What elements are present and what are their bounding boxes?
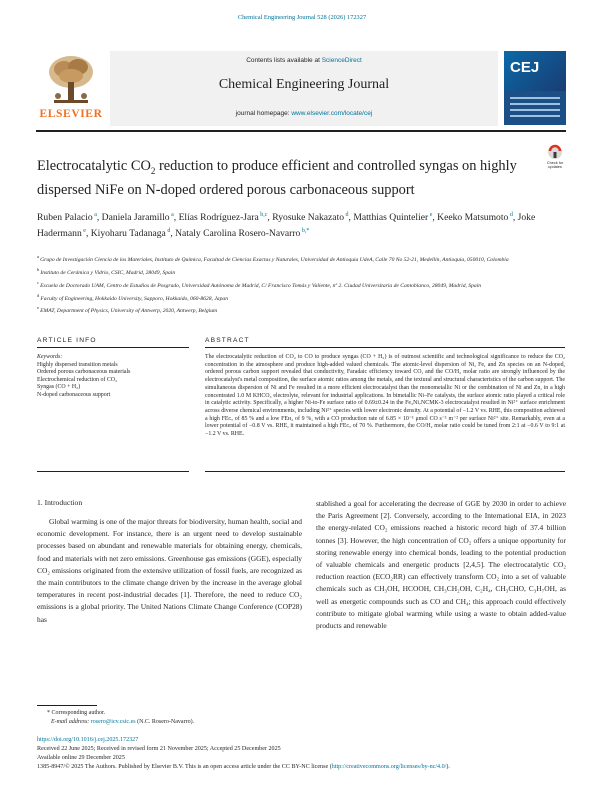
affiliations <box>37 253 547 317</box>
email-line <box>37 718 337 727</box>
running-header: Chemical Engineering Journal 528 (2026) 172327 <box>237 14 367 21</box>
cover-lines <box>510 97 560 121</box>
author-name[interactable]: Kiyoharu Tadanaga <box>90 227 166 239</box>
email-suffix: (N.C. Rosero-Navarro). <box>135 718 195 725</box>
publisher-name: ELSEVIER <box>39 108 103 120</box>
author-name[interactable]: Keeko Matsumoto <box>437 212 509 224</box>
abstract-heading: ABSTRACT <box>205 337 250 344</box>
header-rule <box>36 130 566 132</box>
author-name[interactable]: Matthias Quintelier <box>353 212 429 224</box>
author-affiliation-marker: d <box>508 212 513 218</box>
author-affiliation-marker: a <box>92 212 97 218</box>
keywords-block <box>37 354 189 400</box>
divider <box>205 347 565 348</box>
contents-prefix: Contents lists available at <box>246 57 322 64</box>
sciencedirect-link[interactable]: ScienceDirect <box>321 57 362 64</box>
affiliation-item: $^d$ Faculty of Engineering, Hokkaido University, Sapporo, Hokkaido, 060-8628, Japan <box>37 292 228 302</box>
doi-link[interactable]: https://doi.org/10.1016/j.cej.2025.172327 <box>37 737 139 743</box>
author-name[interactable]: Nataly Carolina Rosero-Navarro <box>175 227 301 239</box>
article-history <box>37 736 567 772</box>
license-line <box>37 763 567 772</box>
author-affiliation-marker: d <box>165 227 171 234</box>
author-affiliation-marker: b,* <box>300 227 310 234</box>
keyword-item: N-doped carbonaceous support <box>37 391 111 398</box>
cover-abbrev: CEJ <box>510 59 540 76</box>
author-name[interactable]: Elías Rodríguez-Jara <box>178 212 259 224</box>
divider <box>37 347 189 348</box>
journal-homepage <box>110 110 498 117</box>
footnote <box>37 709 337 727</box>
author-affiliation-marker: d <box>344 212 349 218</box>
check-updates-label: Check for updates <box>546 161 564 170</box>
license-suffix: ). <box>446 763 450 770</box>
keyword-item: Syngas (CO + H₂) <box>37 384 81 391</box>
elsevier-logo[interactable] <box>36 52 106 122</box>
author-list: Ruben Palacio $^a$, Daniela Jaramillo $^a$, Elías Rodríguez-Jara $^{b,c}$, Ryosuke Nakazato $^d$, Matthias Quintelier $^e$, Keeko Matsumoto $^d$, Joke Hadermann $^e$, Kiyoharu Tadanaga $^d$, Nataly Carolina Rosero-Navarro $^{b,*}$ <box>37 212 536 239</box>
check-for-updates-button[interactable] <box>543 144 567 172</box>
divider <box>37 471 189 472</box>
section-heading: 1. Introduction <box>37 498 83 507</box>
author-name[interactable]: Joke Hadermann <box>37 212 536 239</box>
check-updates-icon <box>543 144 567 161</box>
author-affiliation-marker: e <box>428 212 433 218</box>
affiliation-item: $^e$ EMAT, Department of Physics, University of Antwerp, 2020, Antwerp, Belgium <box>37 305 218 315</box>
keywords-label: Keywords: <box>37 354 63 360</box>
affiliation-item: $^a$ Grupo de Investigación Ciencia de los Materiales, Instituto de Química, Facultad de Ciencias Exactas y Naturales, Universidad de Antioquia UdeA, Calle 70 No 52-21, Medellín, Antioquia, 050010, Colombia <box>37 254 509 263</box>
intro-paragraph-col1: Global warming is one of the major threats for biodiversity, human health, social and economic development. For instance, there is an urgent need to develop sustainable processes based on abundant and renewable materials for obtaining energy, chemicals, food and materials with net zero emissions. Greenhouse gas emissions (GGE), especially CO₂ emissions originated from the extensive utilization of fossil fuels, are recognized as the main contributors to the climate change driven by the increase in the average global temperatures in recent post-industrial decades [1]. Therefore, the need to reduce CO₂ emissions is a global priority. The United Nations Climate Change Conference (COP28) has <box>37 517 302 624</box>
intro-paragraph-col2: stablished a goal for accelerating the decrease of GGE by 2030 in order to achieve the Paris Agreement [2]. Conversely, according to the International EIA, in 2023 the energy-related CO₂ emissions reached a historic record high of 37.4 billion tonnes [3]. However, the high concentration of CO₂ offers a unique opportunity for storing renewable energy into chemical bonds, leading to the potential production of valuable chemicals and energetic products [2,4,5]. The electrocatalytic CO₂ reduction reaction (ECO₂RR) can effectively transform CO₂ into a set of valuable chemicals such as CH₃OH, HCOOH, CH₃CH₂OH, C₂H₄, CH₃CHO, C₃H₇OH, as well as energetic compounds such as CO and CH₄; this approach could effectively contribute to mitigate global warming while using a waste to obtain added-value products and renewable <box>316 499 566 631</box>
affiliation-item: $^b$ Instituto de Cerámica y Vidrio, CSIC, Madrid, 28049, Spain <box>37 266 176 276</box>
author-name[interactable]: Daniela Jaramillo <box>101 212 170 224</box>
keyword-item: Highly dispersed transition metals <box>37 361 118 368</box>
author-affiliation-marker: a <box>169 212 174 218</box>
elsevier-tree-icon <box>44 52 98 106</box>
journal-title: Chemical Engineering Journal <box>218 77 390 92</box>
homepage-link[interactable]: www.elsevier.com/locate/cej <box>291 110 373 117</box>
affiliation-item: $^c$ Escuela de Doctorado UAM, Centro de Estudios de Posgrado, Universidad Autónoma de Madrid, C/ Francisco Tomás y Valiente, nº 2. Ciudad Universitaria de Cantoblanco, 28049, Madrid, Spain <box>37 279 482 289</box>
corresponding-author: * Corresponding author. <box>47 710 106 716</box>
email-label: E-mail address: <box>51 718 91 725</box>
author-name[interactable]: Ruben Palacio <box>37 212 93 224</box>
contents-line <box>110 57 498 64</box>
author-affiliation-marker: b,c <box>258 212 268 218</box>
homepage-prefix: journal homepage: <box>235 110 292 117</box>
article-info-heading: ARTICLE INFO <box>37 337 97 344</box>
available-online: Available online 29 December 2025 <box>37 754 125 761</box>
author-name[interactable]: Ryosuke Nakazato <box>272 212 345 224</box>
abstract-text: The electrocatalytic reduction of CO₂ to CO to produce syngas (CO + H₂) is of outmost scientific and technological significance to reduce the CO₂ concentration in the atmosphere and produce high-added valued chemicals. The atomic-level dispersion of Ni, Fe, and Zn species on an N-doped, ordered porous carbon support revealed that conductivity, Faradaic efficiency toward CO, and the CO/H₂ molar ratio are strongly influenced by the electrocatalyst's metal composition, the surface atomic ratios among the metals, and the textural and structural characteristics of the carbon support. The simultaneous dispersion of Ni and Fe resulted in a more efficient electrocatalyst than the monometallic Ni or the combination of Ni and Zn, in a high concentrated 1.0 M KHCO₃ electrolyte, relevant for industrial applications. In bimetallic Ni–Fe catalysts, the surface atomic ratio played a critical role in catalytic activity. Specifically, a higher Ni-to-Fe surface ratio of 0.69±0.24 in the Fe₃Ni₇NCMK-3 electrocatalyst resulted in Ni²⁺ surface enrichment across diverse chemical environments, including Ni²⁺ species with lower electronic density. At a potential of −1.2 V vs. RHE, this composition achieved a high FEᴄₒ of 85 % and a low FEʜ₂ of 9 %, with a CO production rate of 6.85 × 10⁻¹ μmol CO s⁻¹ m⁻² per surface Ni²⁺ site. Remarkably, even at a lower potential of −0.8 V vs. RHE, it maintained a high FEᴄₒ of 70 %. Furthermore, the CO/H₂ molar ratio could be tuned from 2:1 at −0.6 V to 9:1 at −1.2 V vs. RHE. <box>205 354 565 438</box>
keyword-item: Ordered porous carbonaceous materials <box>37 369 131 376</box>
license-link[interactable]: http://creativecommons.org/licenses/by-nc/4.0/ <box>331 763 447 770</box>
received-dates: Received 22 June 2025; Received in revised form 21 November 2025; Accepted 25 December 2025 <box>37 745 281 752</box>
license-prefix: 1385-8947/© 2025 The Authors. Published by Elsevier B.V. This is an open access article under the CC BY-NC license ( <box>37 763 332 770</box>
journal-cover-image[interactable] <box>504 51 566 125</box>
author-affiliation-marker: e <box>81 227 86 234</box>
email-link[interactable]: rosero@icv.csic.es <box>90 718 136 725</box>
divider <box>205 471 565 472</box>
article-title: Electrocatalytic $CO_2$ reduction to produce efficient and controlled syngas on highly dispersed NiFe on N-doped ordered porous carbonaceous support <box>37 158 517 198</box>
keyword-item: Electrochemical reduction of CO₂ <box>37 376 118 383</box>
footnote-rule <box>37 705 97 706</box>
